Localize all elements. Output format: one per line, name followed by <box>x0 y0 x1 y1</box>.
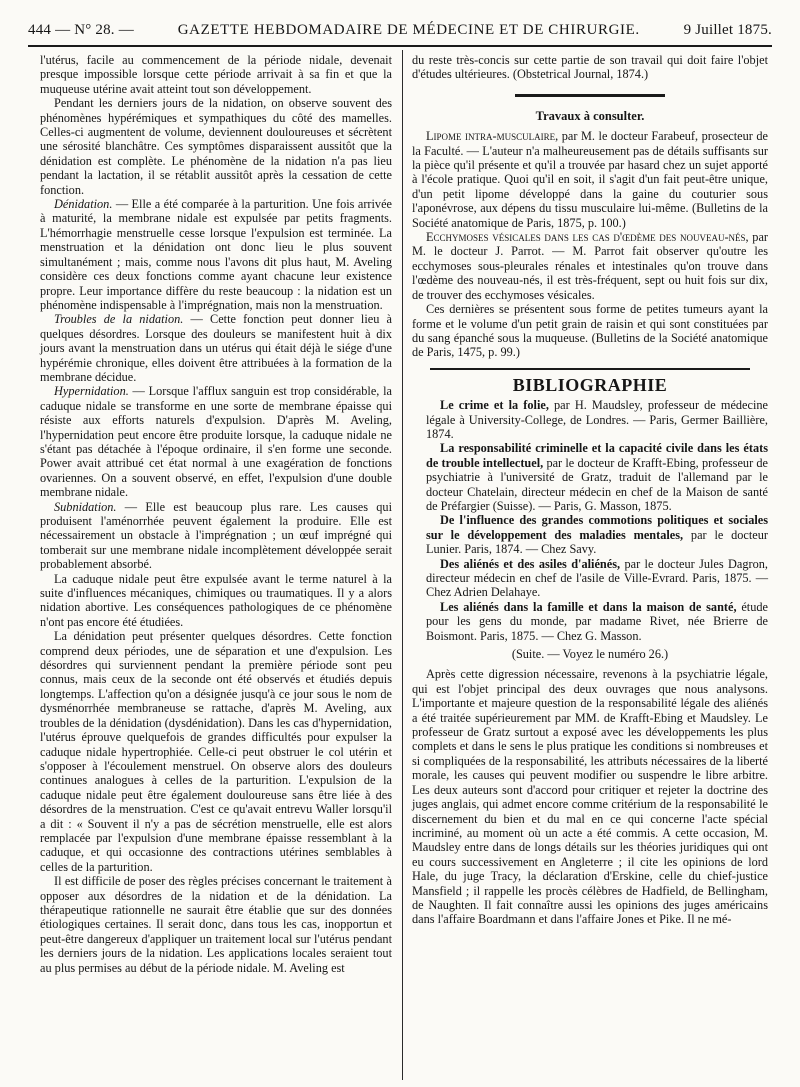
paragraph <box>40 384 392 499</box>
paragraph-text: — Elle est beaucoup plus rare. Les causes qui produisent l'aménorrhée peuvent également la produire. Elle est nécessairement un obstacle à l'imprégnation ; un œuf imprégné qui tomberait sur une membrane nidale incomplètement développée serait probablement absorbé. <box>40 499 392 572</box>
entry-text: étude pour les gens du monde, par madame Rivet, née Brierre de Boismont. Paris, 1875. — Chez G. Masson. <box>426 599 768 643</box>
paragraph: l'utérus, facile au commencement de la période nidale, devenait presque impossible lorsque cette période arrivait à sa fin et que la muqueuse utérine avait atteint tout son développement. <box>40 53 392 96</box>
right-column <box>412 53 768 927</box>
page-number-group <box>28 22 134 39</box>
paragraph: Après cette digression nécessaire, revenons à la psychiatrie légale, qui est l'objet principal des deux ouvrages que nous analysons. L'importante et majeure question de la responsabilité légale des aliénés a été traitée supérieurement par MM. de Krafft-Ebing et Maudsley. Le professeur de Gratz surtout a exposé avec les développements les plus complets et dans le sens le plus pratique les conditions si nombreuses et si compliquées de la responsabilité, les attributs nécessaires de la liberté morale, les causes qui peuvent modifier ou suspendre le libre arbitre. Les deux auteurs sont d'accord pour critiquer et rejeter la doctrine des juges anglais, qui admet encore comme critérium de la responsabilité le discernement du bien et du mal en ce qui concerne l'acte spécial incriminé, au moment où un acte a été commis. A cette occasion, M. Maudsley entre dans de longs détails sur les théories juridiques qui ont eu cours successivement en Angleterre ; il cite les opinions de lord Hale, du juge Tracy, la déclaration d'Erskine, celle du chief-justice Mansfield ; il rappelle les procès célèbres de Hadfield, de Bellingham, de Naughten. Il fait connaître aussi les opinions des juges américains dans l'affaire Boardmann et dans l'affaire Jones et Pike. Il ne mé- <box>412 667 768 927</box>
paragraph: Pendant les derniers jours de la nidation, on observe souvent des phénomènes hypérémiques et sympathiques du côté des mamelles. Celles-ci augmentent de volume, deviennent douloureuses et sécrètent une sérosité blanchâtre. Ces symptômes disparaissent aussitôt que la dénidation est complète. Le phénomène de la nidation n'a pas lieu pendant la lactation, il se rétablit aussitôt après la cessation de cette fonction. <box>40 96 392 197</box>
paragraph <box>40 312 392 384</box>
entry-title: Lipome intra-musculaire, <box>426 129 559 144</box>
paragraph: Ces dernières se présentent sous forme de petites tumeurs ayant la forme et le volume d'un petit grain de raisin et qui sont constituées par du sang épanché sous la muqueuse. (Bulletins de la Société anatomique de Paris, 1475, p. 99.) <box>412 302 768 360</box>
subsection-title: Troubles de la nidation. <box>54 312 184 327</box>
paragraph: La dénidation peut présenter quelques désordres. Cette fonction comprend deux périodes, une de séparation et une d'expulsion. Les désordres qui surviennent pendant la première période sont peu connus, mais ceux de la seconde ont été observés et étudiés depuis longtemps. L'affection qu'on a désignée jusqu'à ce jour sous le nom de dysménorrhée membraneuse se rattache, d'après M. Aveling, aux troubles de la dénidation (dysdénidation). Dans les cas d'hypernidation, l'utérus éprouve quelquefois de grandes difficultés pour expulser la caduque nidale hypertrophiée. Celle-ci peut obstruer le col utérin et s'opposer à l'écoulement menstruel. On observe alors des douleurs continues analogues à celles de la parturition. L'expulsion de la caduque nidale peut être également douloureuse sans être liée à des désordres de la menstruation. C'est ce qu'avait entrevu Waller lorsqu'il a dit : « Souvent il n'y a pas de sécrétion menstruelle, elle est alors remplacée par l'expulsion d'une membrane épaisse ressemblant à la caduque, et qui occasionne des contractions utérines semblables à celles de la parturition. <box>40 629 392 874</box>
page-number: 444 <box>28 21 52 38</box>
bibliography-entry <box>412 513 768 556</box>
bibliography-entry <box>412 600 768 643</box>
paragraph <box>412 129 768 230</box>
entry-text: par le docteur Lunier. Paris, 1874. — Chez Savy. <box>426 527 769 557</box>
subsection-title: Subnidation. <box>54 499 117 514</box>
header-rule <box>28 45 772 47</box>
entry-title: Des aliénés et des asiles d'aliénés, <box>440 556 621 571</box>
paragraph-text: par M. le docteur Farabeuf, prosecteur de la Faculté. — L'auteur n'a malheureusement pas de détails suffisants sur la pièce qu'il présente et qu'il a trouvée par hasard chez un sujet apporté à l'école pratique. Quoi qu'il en soit, il s'agit d'un fait peut-être unique, d'un petit lipome développé dans la gaine du couturier sous l'aponévrose, aux dépens du tissu musculaire lui-même. (Bulletins de la Société anatomique de Paris, 1875, p. 100.) <box>412 129 768 230</box>
paragraph: du reste très-concis sur cette partie de son travail qui doit faire l'objet d'études ultérieures. (Obstetrical Journal, 1874.) <box>412 53 768 82</box>
left-column <box>40 53 392 975</box>
paragraph: La caduque nidale peut être expulsée avant le terme naturel à la suite d'influences mécaniques, chimiques ou traumatiques. Il y a alors nidation abortive. Les conséquences pathologiques de ce phénomène n'ont pas encore été étudiées. <box>40 571 392 629</box>
bibliography-entry <box>412 398 768 441</box>
paragraph <box>40 500 392 572</box>
entry-title: La responsabilité criminelle et la capacité civile dans les états de trouble intellectuel, <box>426 441 768 470</box>
continuation-note: (Suite. — Voyez le numéro 26.) <box>511 647 669 662</box>
bibliography-entry <box>412 557 768 600</box>
section-rule <box>430 368 750 370</box>
journal-title: GAZETTE HEBDOMADAIRE DE MÉDECINE ET DE CHIRURGIE. <box>177 21 640 38</box>
paragraph-text: — Lorsque l'afflux sanguin est trop considérable, la caduque nidale se transforme en une sorte de membrane épaisse qui résiste aux efforts naturels d'expulsion. D'après M. Aveling, l'hypernidation peut encore être produite lorsque, la caduque nidale ne s'étant pas détachée à l'époque ordinaire, il s'en forme une seconde. Power avait attribué cet état normal à une exagération de fonctions ovariennes. On a souvent observé, en effet, l'expulsion d'une double membrane nidale. <box>40 384 392 500</box>
section-title: Travaux à consulter. <box>535 108 645 123</box>
paragraph <box>412 230 768 302</box>
column-divider <box>402 50 403 1080</box>
paragraph <box>40 197 392 312</box>
paragraph-text: — Elle a été comparée à la parturition. Une fois arrivée à maturité, la membrane nidale est expulsée par petits fragments. L'hémorrhagie menstruelle cesse lorsque l'expulsion est terminée. La menstruation et la dénidation ont donc lieu le plus souvent simultanément ; mais, comme nous l'avons dit plus haut, M. Aveling considère ces deux fonctions comme ayant chacune leur existence propre. Leur importance diffère du reste beaucoup : la nidation est un phénomène indispensable à l'imprégnation, mais non la menstruation. <box>40 197 392 312</box>
issue-date: 9 Juillet 1875. <box>683 21 772 38</box>
entry-text: par le docteur Jules Dagron, directeur médecin en chef de l'asile de Ville-Evrard. Paris, 1875. — Chez Adrien Delahaye. <box>426 556 768 600</box>
section-rule <box>515 94 665 97</box>
paragraph-text: — Cette fonction peut donner lieu à quelques désordres. Lorsque des douleurs se manifestent huit à dix jours avant la menstruation dans un utérus qui était déjà le siége d'une hypérémie chronique, elles doivent être attribuées à la formation de la membrane décidue. <box>40 312 392 384</box>
subsection-title: Dénidation. <box>54 197 113 212</box>
entry-title: Ecchymoses vésicales dans les cas d'œdème des nouveau-nés, <box>426 230 749 245</box>
entry-title: Le crime et la folie, <box>440 398 549 413</box>
entry-title: Les aliénés dans la famille et dans la maison de santé, <box>440 599 737 614</box>
paragraph: Il est difficile de poser des règles précises concernant le traitement à opposer aux désordres de la nidation et de la dénidation. La thérapeutique rationnelle ne saurait être établie que sur des données étiologiques certaines. Il serait donc, dans tous les cas, inopportun et peut-être dangereux d'appliquer un traitement local sur l'utérus pendant les derniers jours de la nidation. Les applications locales seraient tout au plus permises au début de la période nidale. M. Aveling est <box>40 874 392 975</box>
issue-number: — N° 28. — <box>55 21 134 38</box>
page-header <box>28 18 772 42</box>
subsection-title: Hypernidation. <box>54 384 129 399</box>
entry-text: par H. Maudsley, professeur de médecine légale à University-College, de Londres. — Paris, Germer Baillière, 1874. <box>426 398 768 441</box>
bibliography-entry <box>412 441 768 513</box>
entry-text: par le docteur de Krafft-Ebing, professeur de psychiatrie à l'université de Gratz, traduit de l'allemand par le docteur Chatelain, directeur médecin en chef de la Maison de santé de Préfargier (Suisse). — Paris, G. Masson, 1875. <box>426 455 768 513</box>
entry-title: De l'influence des grandes commotions politiques et sociales sur le développement des maladies mentales, <box>426 513 768 542</box>
bibliography-title: BIBLIOGRAPHIE <box>512 374 668 395</box>
paragraph-text: par M. le docteur J. Parrot. — M. Parrot fait observer qu'outre les ecchymoses sous-pleurales rénales et intestinales qu'on trouve dans l'œdème des nouveau-nés, il est très-fréquent, sept ou huit fois sur dix, de trouver des ecchymoses vésicales. <box>412 230 768 302</box>
